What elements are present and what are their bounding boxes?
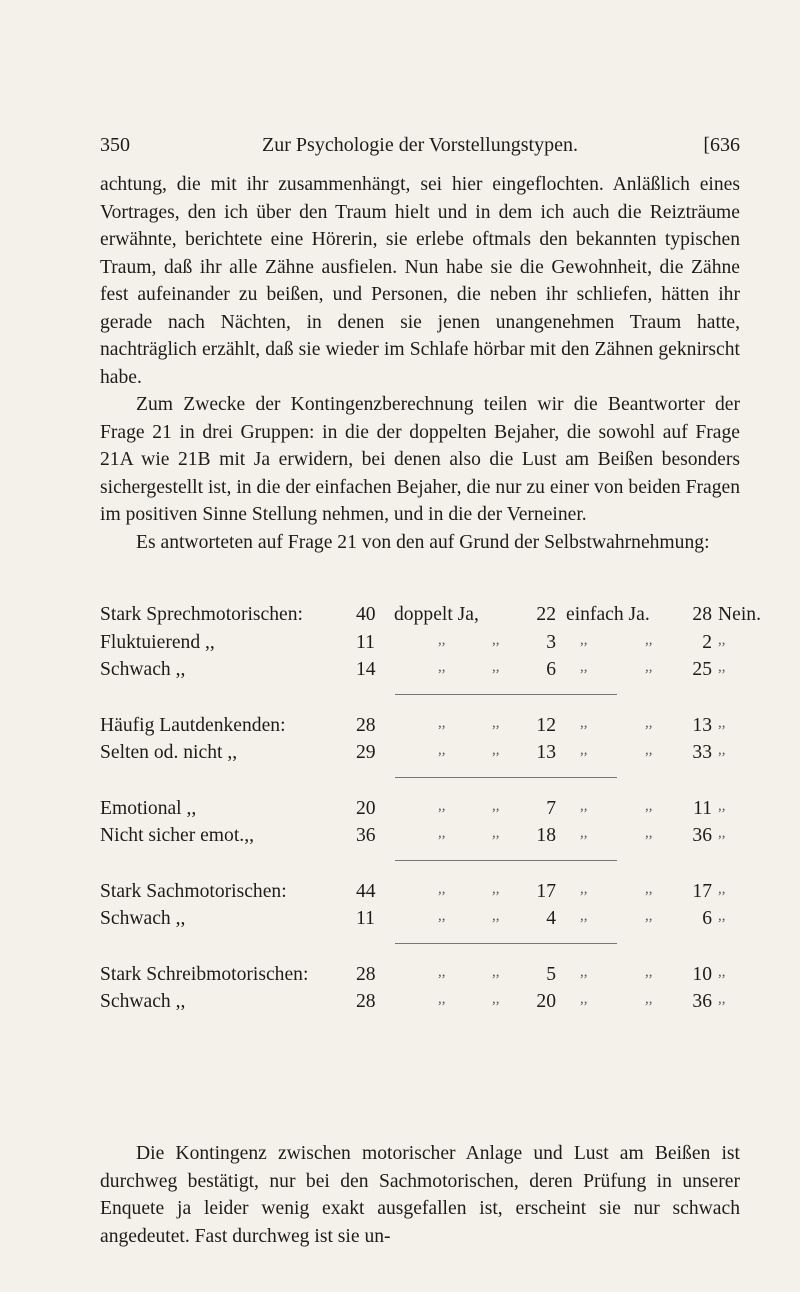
doppelt-value: 12 xyxy=(536,714,556,736)
row-label: Nicht sicher emot.,, xyxy=(100,825,254,846)
nein-label: Nein. xyxy=(718,604,761,625)
ditto-mark: ,, xyxy=(718,797,726,814)
paragraph-1: achtung, die mit ihr zusammenhängt, sei hier eingeflochten. Anläßlich eines Vortrages, den ich über den Traum hielt und in dem ich auch die Reizträume erwähnte, berichtete eine Hörerin, sie erlebe oftmals den bekannten typischen Traum, daß ihr alle Zähne ausfielen. Nun habe sie die Gewohnheit, die Zähne fest aufeinander zu beißen, und Personen, die neben ihr schliefen, hätten ihr gerade nach Nächten, in denen sie jenen unangenehmen Traum hatte, nachträglich erzählt, daß sie wieder im Schlafe hörbar mit den Zähnen geknirscht habe. xyxy=(100,174,740,388)
divider xyxy=(395,777,617,778)
ditto-mark: ,, xyxy=(492,742,500,758)
row-total: 28 xyxy=(356,714,376,736)
row-label: Schwach ,, xyxy=(100,991,186,1012)
ditto-mark: ,, xyxy=(718,908,726,924)
ditto-mark: ,, xyxy=(580,963,588,980)
table-row xyxy=(100,964,745,992)
ditto-mark: ,, xyxy=(438,797,446,814)
row-label: Stark Schreibmotorischen: xyxy=(100,963,309,985)
ditto-mark: ,, xyxy=(492,631,500,648)
doppelt-label: doppelt Ja, xyxy=(394,604,479,625)
row-total: 14 xyxy=(356,659,376,680)
table-row xyxy=(100,742,745,770)
ditto-mark: ,, xyxy=(492,908,500,924)
ditto-mark: ,, xyxy=(645,742,653,758)
ditto-mark: ,, xyxy=(645,631,653,648)
ditto-mark: ,, xyxy=(718,991,726,1007)
ditto-mark: ,, xyxy=(580,742,588,758)
einfach-value: 6 xyxy=(702,908,712,929)
row-total: 11 xyxy=(356,631,375,653)
ditto-mark: ,, xyxy=(580,825,588,841)
row-total: 11 xyxy=(356,908,375,929)
table-row xyxy=(100,604,761,632)
ditto-mark: ,, xyxy=(645,908,653,924)
row-total: 28 xyxy=(356,963,376,985)
group-gap xyxy=(100,687,745,715)
table-row xyxy=(100,798,745,826)
einfach-value: 28 xyxy=(692,604,712,625)
einfach-value: 33 xyxy=(692,742,712,763)
table-row xyxy=(100,715,745,743)
ditto-mark: ,, xyxy=(645,963,653,980)
row-total: 20 xyxy=(356,797,376,819)
ditto-mark: ,, xyxy=(492,714,500,731)
einfach-value: 36 xyxy=(692,991,712,1012)
ditto-mark: ,, xyxy=(580,991,588,1007)
ditto-mark: ,, xyxy=(718,659,726,675)
ditto-mark: ,, xyxy=(580,880,588,897)
divider xyxy=(395,694,617,695)
row-label: Schwach ,, xyxy=(100,659,186,680)
table-row xyxy=(100,991,745,1019)
page-number: 350 xyxy=(100,134,130,156)
doppelt-value: 7 xyxy=(546,797,556,819)
divider xyxy=(395,860,617,861)
divider xyxy=(395,943,617,944)
ditto-mark: ,, xyxy=(438,908,446,924)
ditto-mark: ,, xyxy=(718,742,726,758)
ditto-mark: ,, xyxy=(718,880,726,897)
doppelt-value: 20 xyxy=(536,991,556,1012)
ditto-mark: ,, xyxy=(438,963,446,980)
einfach-value: 13 xyxy=(692,714,712,736)
contingency-table xyxy=(100,604,761,1019)
row-total: 36 xyxy=(356,825,376,846)
row-total: 40 xyxy=(356,604,376,625)
running-header xyxy=(100,134,740,164)
einfach-label: einfach Ja. xyxy=(566,604,650,625)
ditto-mark: ,, xyxy=(645,991,653,1007)
ditto-mark: ,, xyxy=(492,963,500,980)
doppelt-value: 4 xyxy=(546,908,556,929)
table-row xyxy=(100,659,745,687)
row-label: Stark Sprechmotorischen: xyxy=(100,604,303,625)
einfach-value: 25 xyxy=(692,659,712,680)
ditto-mark: ,, xyxy=(438,742,446,758)
doppelt-value: 13 xyxy=(536,742,556,763)
ditto-mark: ,, xyxy=(492,825,500,841)
ditto-mark: ,, xyxy=(492,659,500,675)
ditto-mark: ,, xyxy=(580,797,588,814)
group-gap xyxy=(100,936,745,964)
doppelt-value: 18 xyxy=(536,825,556,846)
ditto-mark: ,, xyxy=(492,880,500,897)
ditto-mark: ,, xyxy=(718,963,726,980)
einfach-value: 17 xyxy=(692,880,712,902)
ditto-mark: ,, xyxy=(718,714,726,731)
paragraph-3: Es antworteten auf Frage 21 von den auf Grund der Selbstwahrnehmung: xyxy=(136,531,710,553)
text-block-bottom xyxy=(100,1140,740,1250)
einfach-value: 36 xyxy=(692,825,712,846)
ditto-mark: ,, xyxy=(492,991,500,1007)
row-label: Schwach ,, xyxy=(100,908,186,929)
row-label: Häufig Lautdenkenden: xyxy=(100,714,286,736)
ditto-mark: ,, xyxy=(645,714,653,731)
ditto-mark: ,, xyxy=(645,825,653,841)
ditto-mark: ,, xyxy=(438,825,446,841)
row-total: 28 xyxy=(356,991,376,1012)
ditto-mark: ,, xyxy=(645,659,653,675)
paragraph-4: Die Kontingenz zwischen motorischer Anlage und Lust am Beißen ist durchweg bestätigt, nur bei den Sachmotorischen, deren Prüfung in unserer Enquete ja leider wenig exakt ausgefallen ist, erscheint sie nur schwach angedeutet. Fast durchweg ist sie un- xyxy=(100,1143,740,1247)
ditto-mark: ,, xyxy=(438,631,446,648)
doppelt-value: 17 xyxy=(536,880,556,902)
row-label: Selten od. nicht ,, xyxy=(100,742,238,763)
einfach-value: 11 xyxy=(693,797,712,819)
text-block-top xyxy=(100,171,740,556)
row-label: Emotional ,, xyxy=(100,797,197,819)
ditto-mark: ,, xyxy=(718,631,726,648)
ditto-mark: ,, xyxy=(580,631,588,648)
table-row xyxy=(100,632,745,660)
table-row xyxy=(100,881,745,909)
row-label: Stark Sachmotorischen: xyxy=(100,880,287,902)
ditto-mark: ,, xyxy=(438,714,446,731)
ditto-mark: ,, xyxy=(580,714,588,731)
doppelt-value: 6 xyxy=(546,659,556,680)
doppelt-value: 3 xyxy=(546,631,556,653)
ditto-mark: ,, xyxy=(438,880,446,897)
running-title: Zur Psychologie der Vorstellungstypen. xyxy=(262,134,578,156)
doppelt-value: 5 xyxy=(546,963,556,985)
einfach-value: 10 xyxy=(692,963,712,985)
einfach-value: 2 xyxy=(702,631,712,653)
doppelt-value: 22 xyxy=(536,604,556,625)
table-row xyxy=(100,908,745,936)
row-label: Fluktuierend ,, xyxy=(100,631,215,653)
ditto-mark: ,, xyxy=(492,797,500,814)
ditto-mark: ,, xyxy=(718,825,726,841)
ditto-mark: ,, xyxy=(580,659,588,675)
table-row xyxy=(100,825,745,853)
row-total: 29 xyxy=(356,742,376,763)
ditto-mark: ,, xyxy=(438,659,446,675)
ditto-mark: ,, xyxy=(438,991,446,1007)
paragraph-2: Zum Zwecke der Kontingenzberechnung teilen wir die Beantworter der Frage 21 in drei Gruppen: in die der doppelten Bejaher, die sowohl auf Frage 21A wie 21B mit Ja erwidern, bei denen also die Lust am Beißen besonders sichergestellt ist, in die der einfachen Bejaher, die nur zu einer von beiden Fragen im positiven Sinne Stellung nehmen, und in die der Verneiner. xyxy=(100,394,740,525)
group-gap xyxy=(100,853,745,881)
ditto-mark: ,, xyxy=(645,797,653,814)
section-number: [636 xyxy=(703,134,740,156)
group-gap xyxy=(100,770,745,798)
ditto-mark: ,, xyxy=(645,880,653,897)
row-total: 44 xyxy=(356,880,376,902)
ditto-mark: ,, xyxy=(580,908,588,924)
